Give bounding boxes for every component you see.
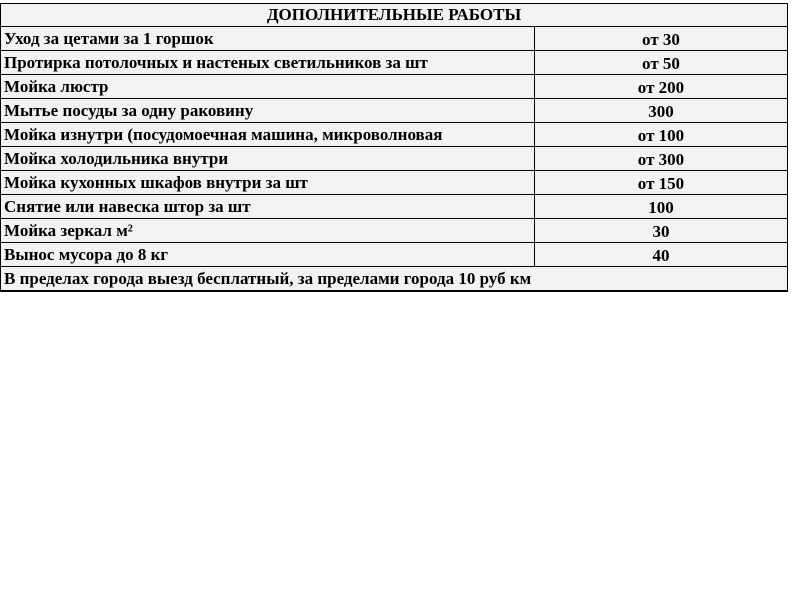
table-title: ДОПОЛНИТЕЛЬНЫЕ РАБОТЫ — [1, 4, 787, 27]
travel-note: В пределах города выезд бесплатный, за пределами города 10 руб км — [4, 269, 532, 288]
service-price: от 300 — [637, 150, 685, 169]
service-name: Протирка потолочных и настеных светильников за шт — [1, 51, 535, 74]
price-table — [0, 3, 788, 292]
table-row — [1, 51, 787, 75]
service-name: Вынос мусора до 8 кг — [1, 243, 535, 266]
table-row — [1, 123, 787, 147]
table-row — [1, 75, 787, 99]
table-row — [1, 243, 787, 267]
service-price: 300 — [648, 102, 674, 121]
table-row — [1, 99, 787, 123]
table-row — [1, 219, 787, 243]
service-price: от 150 — [637, 174, 685, 193]
service-name: Снятие или навеска штор за шт — [1, 195, 535, 218]
service-name: Мытье посуды за одну раковину — [1, 99, 535, 122]
service-price: 40 — [652, 246, 670, 265]
service-name: Мойка кухонных шкафов внутри за шт — [1, 171, 535, 194]
table-row — [1, 195, 787, 219]
service-price: от 200 — [637, 78, 685, 97]
service-name: Мойка зеркал м² — [1, 219, 535, 242]
service-price: от 30 — [642, 30, 680, 49]
table-row — [1, 171, 787, 195]
service-price: 100 — [648, 198, 674, 217]
service-price: от 100 — [637, 126, 685, 145]
service-name: Мойка изнутри (посудомоечная машина, микроволновая — [1, 123, 535, 146]
service-price: от 50 — [642, 54, 680, 73]
table-row — [1, 147, 787, 171]
table-row — [1, 27, 787, 51]
service-name: Мойка люстр — [1, 75, 535, 98]
service-name: Мойка холодильника внутри — [1, 147, 535, 170]
service-price: 30 — [652, 222, 670, 241]
service-name: Уход за цетами за 1 горшок — [1, 27, 535, 50]
